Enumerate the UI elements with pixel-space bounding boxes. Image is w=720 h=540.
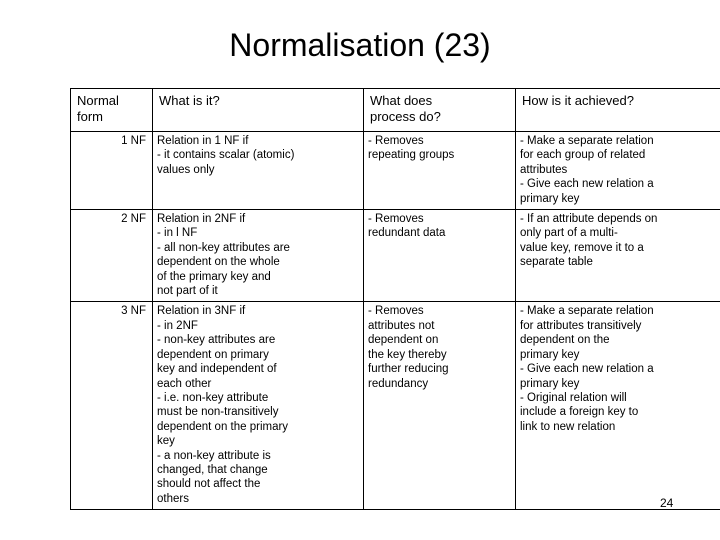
cell-what: Relation in 3NF if - in 2NF - non-key attributes are dependent on primary key and independent of each other - i.e. non-key attribute must be non-transitively dependent on the primary key - a non-key attribute is changed, that change should not affect the others (153, 302, 364, 510)
cell-process: - Removes repeating groups (364, 132, 516, 210)
cell-what: Relation in 1 NF if - it contains scalar (atomic) values only (153, 132, 364, 210)
header-normal-form: Normal form (71, 89, 153, 132)
cell-form: 2 NF (71, 210, 153, 302)
cell-how: - Make a separate relation for attributes transitively dependent on the primary key - Give each new relation a primary key - Original relation will include a foreign key to link to new relation (516, 302, 720, 510)
normal-forms-table (70, 88, 720, 510)
header-what-does-process-do: What does process do? (364, 89, 516, 132)
cell-form: 3 NF (71, 302, 153, 510)
header-how-achieved: How is it achieved? (516, 89, 720, 132)
table-header-row (71, 89, 720, 132)
table-row-1nf (71, 132, 720, 210)
cell-process: - Removes attributes not dependent on the key thereby further reducing redundancy (364, 302, 516, 510)
cell-how: - Make a separate relation for each group of related attributes - Give each new relation a primary key (516, 132, 720, 210)
cell-form: 1 NF (71, 132, 153, 210)
cell-how: - If an attribute depends on only part of a multi- value key, remove it to a separate table (516, 210, 720, 302)
table-row-3nf (71, 302, 720, 510)
table-row-2nf (71, 210, 720, 302)
cell-process: - Removes redundant data (364, 210, 516, 302)
slide-title: Normalisation (23) (229, 27, 491, 63)
page-number: 24 (660, 496, 674, 510)
cell-what: Relation in 2NF if - in l NF - all non-key attributes are dependent on the whole of the primary key and not part of it (153, 210, 364, 302)
header-what-is-it: What is it? (153, 89, 364, 132)
